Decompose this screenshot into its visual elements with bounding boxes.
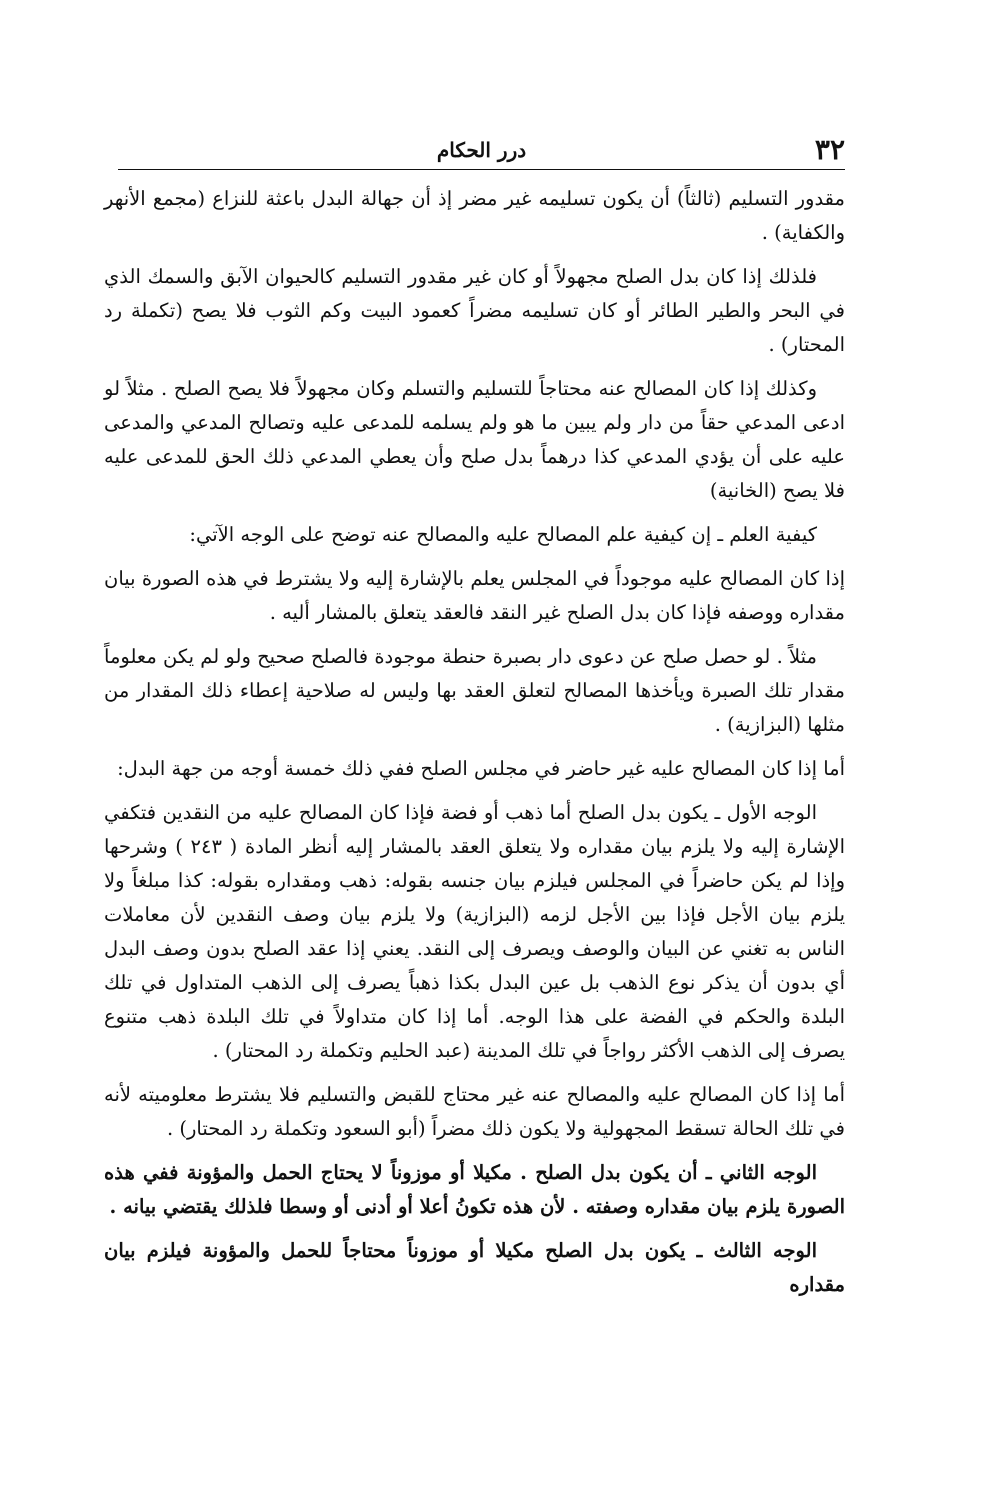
page-body	[104, 182, 845, 1312]
header-rule	[118, 169, 845, 170]
paragraph: وكذلك إذا كان المصالح عنه محتاجاً للتسليم والتسلم وكان مجهولاً فلا يصح الصلح . مثلاً لو ادعى المدعي حقاً من دار ولم يبين ما هو ولم يسلمه للمدعى عليه وتصالح المدعي والمدعى عليه على أن يؤدي المدعي كذا درهماً بدل صلح وأن يعطي المدعي ذلك الحق للمدعى عليه فلا يصح (الخانية)	[104, 377, 845, 502]
paragraph: أما إذا كان المصالح عليه غير حاضر في مجلس الصلح ففي ذلك خمسة أوجه من جهة البدل:	[117, 757, 845, 780]
paragraph: كيفية العلم ـ إن كيفية علم المصالح عليه والمصالح عنه توضح على الوجه الآتي:	[189, 523, 817, 546]
paragraph: فلذلك إذا كان بدل الصلح مجهولاً أو كان غير مقدور التسليم كالحيوان الآبق والسمك الذي في البحر والطير الطائر أو كان تسليمه مضراً كعمود البيت وكم الثوب فلا يصح (تكملة رد المحتار) .	[104, 265, 845, 356]
paragraph: مثلاً . لو حصل صلح عن دعوى دار بصبرة حنطة موجودة فالصلح صحيح ولو لم يكن معلوماً مقدار تلك الصبرة ويأخذها المصالح لتعلق العقد بها وليس له صلاحية إعطاء ذلك المقدار من مثلها (البزازية) .	[104, 645, 845, 736]
paragraph: مقدور التسليم (ثالثاً) أن يكون تسليمه غير مضر إذ أن جهالة البدل باعثة للنزاع (مجمع الأنهر والكفاية) .	[104, 187, 845, 244]
page-number: ٣٢	[814, 133, 845, 166]
paragraph: الوجه الثاني ـ أن يكون بدل الصلح . مكيلا أو موزوناً لا يحتاج الحمل والمؤونة ففي هذه الصورة يلزم بيان مقداره وصفته . لأن هذه تكونُ أعلا أو أدنى أو وسطا فلذلك يقتضي بيانه .	[104, 1161, 845, 1218]
paragraph: إذا كان المصالح عليه موجوداً في المجلس يعلم بالإشارة إليه ولا يشترط في هذه الصورة بيان مقداره ووصفه فإذا كان بدل الصلح غير النقد فالعقد يتعلق بالمشار أليه .	[104, 567, 845, 624]
page-header	[118, 132, 845, 168]
paragraph: الوجه الثالث ـ يكون بدل الصلح مكيلا أو موزوناً محتاجاً للحمل والمؤونة فيلزم بيان مقداره	[104, 1239, 845, 1296]
paragraph: الوجه الأول ـ يكون بدل الصلح أما ذهب أو فضة فإذا كان المصالح عليه من النقدين فتكفي الإشارة إليه ولا يلزم بيان مقداره ولا يتعلق العقد بالمشار إليه أنظر المادة ( ٢٤٣ ) وشرحها وإذا لم يكن حاضراً في المجلس فيلزم بيان جنسه بقوله: ذهب ومقداره بقوله: كذا مبلغاً ولا يلزم بيان الأجل فإذا بين الأجل لزمه (البزازية) ولا يلزم بيان وصف النقدين لأن معاملات الناس به تغني عن البيان والوصف ويصرف إلى النقد. يعني إذا عقد الصلح بدون وصف البدل أي بدون أن يذكر نوع الذهب بل عين البدل بكذا ذهباً يصرف إلى الذهب المتداول في تلك البلدة والحكم في الفضة على هذا الوجه. أما إذا كان متداولاً في تلك البلدة ذهب متنوع يصرف إلى الذهب الأكثر رواجاً في تلك المدينة (عبد الحليم وتكملة رد المحتار) .	[104, 801, 845, 1062]
paragraph: أما إذا كان المصالح عليه والمصالح عنه غير محتاج للقبض والتسليم فلا يشترط معلوميته لأنه في تلك الحالة تسقط المجهولية ولا يكون ذلك مضراً (أبو السعود وتكملة رد المحتار) .	[104, 1083, 845, 1140]
running-title: درر الحكام	[436, 138, 527, 162]
